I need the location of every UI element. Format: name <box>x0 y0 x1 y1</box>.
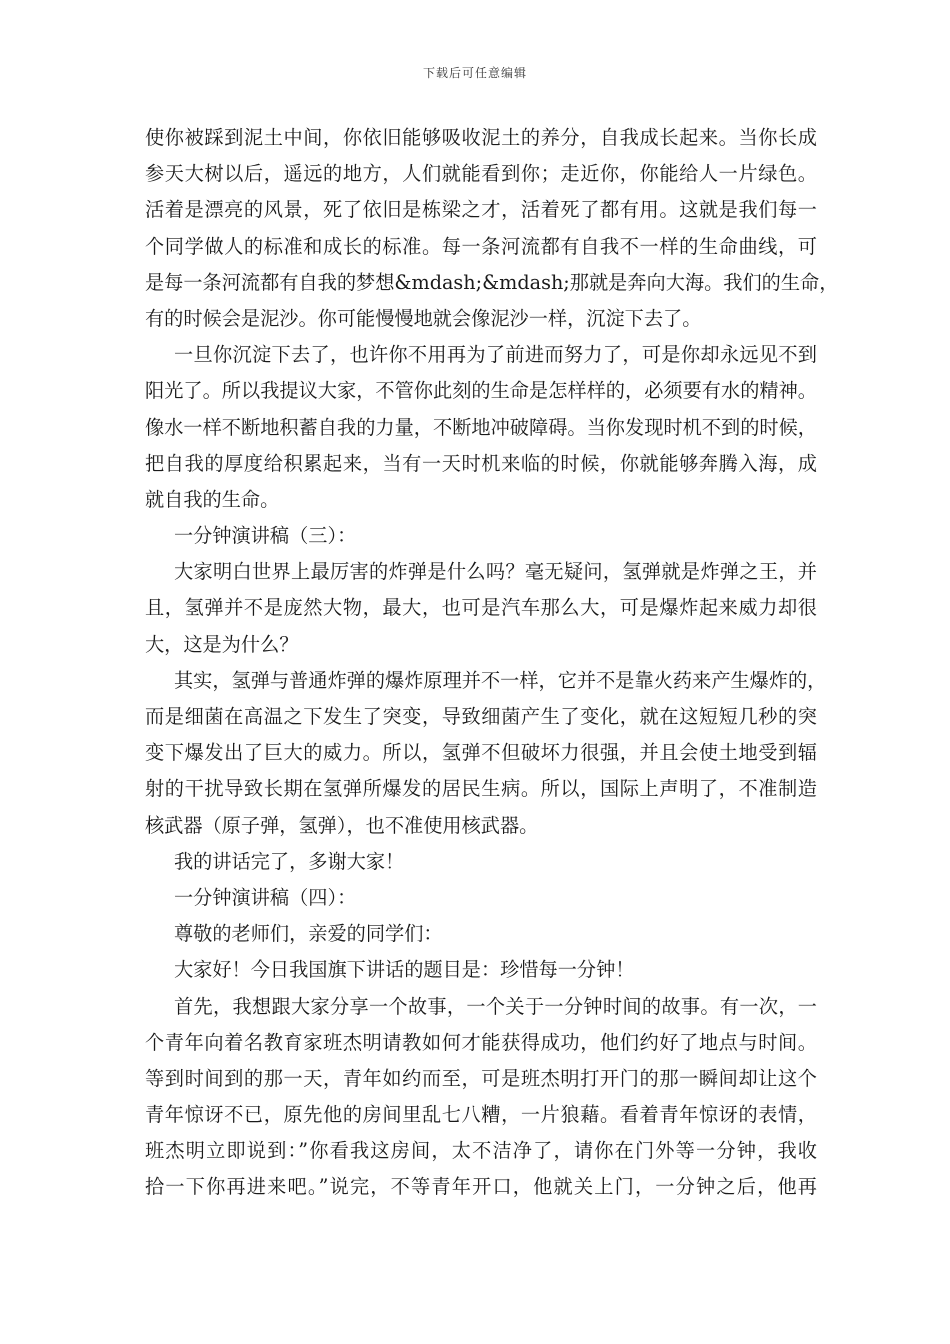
text-line: 一旦你沉淀下去了，也许你不用再为了前进而努力了，可是你却永远见不到 <box>174 343 817 367</box>
text-line: 有的时候会是泥沙。你可能慢慢地就会像泥沙一样，沉淀下去了。 <box>145 306 702 330</box>
text-line: 把自我的厚度给积累起来，当有一天时机来临的时候，你就能够奔腾入海，成 <box>145 451 817 475</box>
text-line: 个同学做人的标准和成长的标准。每一条河流都有自我不一样的生命曲线，可 <box>145 234 817 258</box>
text-line: 使你被踩到泥土中间，你依旧能够吸收泥土的养分，自我成长起来。当你长成 <box>145 126 817 149</box>
text-line: 且，氢弹并不是庞然大物，最大，也可是汽车那么大，可是爆炸起来威力却很 <box>145 596 817 620</box>
text-line: 大家好！今日我国旗下讲话的题目是：珍惜每一分钟！ <box>174 958 635 982</box>
text-line: 首先，我想跟大家分享一个故事，一个关于一分钟时间的故事。有一次，一 <box>174 994 817 1018</box>
text-line: 青年惊讶不已，原先他的房间里乱七八糟，一片狼藉。看着青年惊讶的表情， <box>145 1103 817 1127</box>
text-line: 而是细菌在高温之下发生了突变，导致细菌产生了变化，就在这短短几秒的突 <box>145 705 817 728</box>
text-line: 等到时间到的那一天，青年如约而至，可是班杰明打开门的那一瞬间却让这个 <box>145 1066 817 1090</box>
text-line: 参天大树以后，遥远的地方，人们就能看到你；走近你，你能给人一片绿色。 <box>145 162 817 186</box>
text-line: 个青年向着名教育家班杰明请教如何才能获得成功，他们约好了地点与时间。 <box>145 1030 817 1054</box>
text-line: 班杰明立即说到：”你看我这房间，太不洁净了，请你在门外等一分钟，我收 <box>145 1139 817 1163</box>
text-line: 像水一样不断地积蓄自我的力量，不断地冲破障碍。当你发现时机不到的时候， <box>145 415 817 439</box>
text-line: 我的讲话完了，多谢大家！ <box>174 849 405 873</box>
document-body <box>145 120 839 1206</box>
text-line: 其实，氢弹与普通炸弹的爆炸原理并不一样，它并不是靠火药来产生爆炸的， <box>174 668 827 692</box>
text-line: 是每一条河流都有自我的梦想&mdash;&mdash;那就是奔向大海。我们的生命， <box>145 270 839 294</box>
text-line: 大家明白世界上最厉害的炸弹是什么吗？毫无疑问，氢弹就是炸弹之王，并 <box>174 560 817 584</box>
text-line: 拾一下你再进来吧。”说完，不等青年开口，他就关上门，一分钟之后，他再 <box>145 1175 817 1199</box>
text-line: 射的干扰导致长期在氢弹所爆发的居民生病。所以，国际上声明了，不准制造 <box>145 777 817 801</box>
text-line: 就自我的生命。 <box>145 487 280 511</box>
page-header: 下载后可任意编辑 <box>422 66 527 80</box>
text-line: 变下爆发出了巨大的威力。所以，氢弹不但破坏力很强，并且会使土地受到辐 <box>145 741 817 765</box>
text-line: 一分钟演讲稿（四）： <box>174 885 357 909</box>
text-line: 阳光了。所以我提议大家，不管你此刻的生命是怎样样的，必须要有水的精神。 <box>145 379 817 403</box>
text-line: 核武器（原子弹，氢弹），也不准使用核武器。 <box>145 813 539 837</box>
text-line: 大，这是为什么？ <box>145 632 299 656</box>
text-line: 一分钟演讲稿（三）： <box>174 524 357 548</box>
text-line: 尊敬的老师们，亲爱的同学们： <box>174 922 443 946</box>
text-line: 活着是漂亮的风景，死了依旧是栋梁之才，活着死了都有用。这就是我们每一 <box>145 198 817 222</box>
